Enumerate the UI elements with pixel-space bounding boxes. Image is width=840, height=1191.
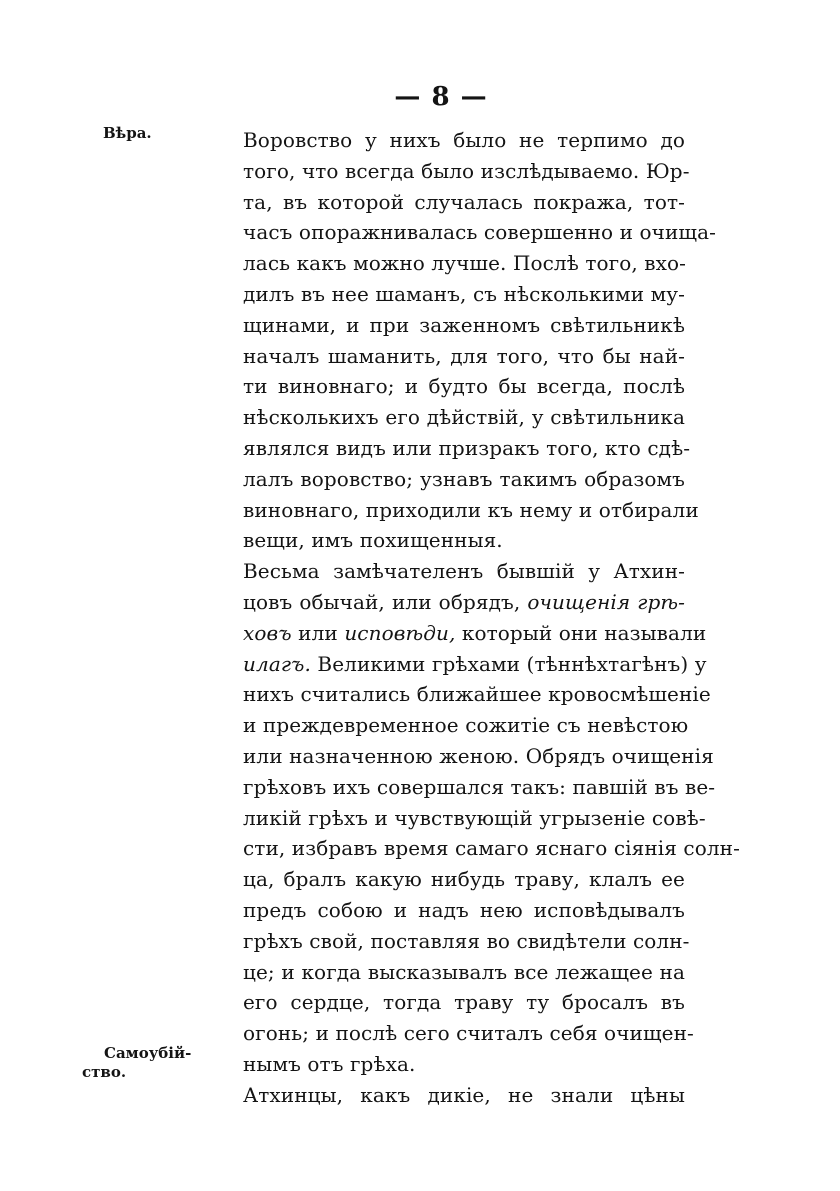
text-line: дилъ въ нее шаманъ, съ нѣсколькими му-: [243, 281, 685, 306]
margin-note-suicide: [82, 1044, 212, 1082]
text-line: часъ опоражнивалась совершенно и очища-: [243, 220, 716, 245]
margin-note-suicide-line-1: Самоубій-: [104, 1044, 192, 1062]
text-line: Атхинцы, какъ дикіе, не знали цѣны: [243, 1082, 685, 1107]
text-line: грѣховъ ихъ совершался такъ: павшій въ ве-: [243, 774, 716, 799]
text-line: являлся видъ или призракъ того, кто сдѣ-: [243, 435, 691, 460]
text-line: предъ собою и надъ нею исповѣдывалъ: [243, 897, 685, 922]
text-line: виновнаго, приходили къ нему и отбирали: [243, 497, 699, 522]
italic-term: ховъ: [243, 620, 292, 645]
text-line: началъ шаманить, для того, что бы най-: [243, 343, 685, 368]
text-fragment: или: [298, 620, 338, 645]
text-line: сти, избравъ время самаго яснаго сіянія солн-: [243, 836, 740, 861]
text-line: ликій грѣхъ и чувствующій угрызеніе совѣ-: [243, 805, 706, 830]
text-line: це; и когда высказывалъ все лежащее на: [243, 959, 685, 984]
text-line: та, въ которой случалась покража, тот-: [243, 189, 685, 214]
italic-term: илагъ.: [243, 651, 311, 676]
text-fragment: Великими грѣхами (тѣннѣхтагѣнъ) у: [317, 651, 707, 676]
text-line: Весьма замѣчателенъ бывшій у Атхин-: [243, 559, 685, 584]
text-line: ти виновнаго; и будто бы всегда, послѣ: [243, 374, 685, 399]
text-line: нѣсколькихъ его дѣйствій, у свѣтильника: [243, 405, 685, 430]
text-fragment: который они называли: [461, 620, 707, 645]
text-line: вещи, имъ похищенныя.: [243, 528, 503, 553]
text-line: лась какъ можно лучше. Послѣ того, вхо-: [243, 251, 687, 276]
text-line: нымъ отъ грѣха.: [243, 1051, 416, 1076]
italic-term: очищенія грѣ-: [527, 589, 685, 614]
text-line: Воровство у нихъ было не терпимо до: [243, 128, 685, 152]
text-line: нихъ считались ближайшее кровосмѣшеніе: [243, 682, 711, 707]
text-line: лалъ воровство; узнавъ такимъ образомъ: [243, 466, 685, 491]
text-line: огонь; и послѣ сего считалъ себя очищен-: [243, 1021, 694, 1046]
text-line: [243, 618, 707, 649]
text-fragment: цовъ обычай, или обрядъ,: [243, 589, 521, 614]
text-line: грѣхъ свой, поставляя во свидѣтели солн-: [243, 928, 690, 953]
body-text: [243, 125, 740, 1111]
text-line: или назначенною женою. Обрядъ очищенія: [243, 743, 714, 768]
text-line: [243, 649, 707, 680]
text-line: и преждевременное сожитіе съ невѣстою: [243, 713, 689, 738]
text-line: того, что всегда было изслѣдываемо. Юр-: [243, 158, 690, 183]
margin-note-suicide-line-2: ство.: [82, 1063, 127, 1081]
italic-term: исповѣди,: [344, 620, 456, 645]
page-number: — 8 —: [394, 82, 488, 112]
text-line: ца, бралъ какую нибудь траву, клалъ ее: [243, 867, 685, 892]
text-line: щинами, и при заженномъ свѣтильникѣ: [243, 312, 685, 337]
margin-note-vera: Вѣра.: [103, 124, 152, 142]
text-line: его сердце, тогда траву ту бросалъ въ: [243, 990, 685, 1015]
text-line: [243, 587, 685, 618]
